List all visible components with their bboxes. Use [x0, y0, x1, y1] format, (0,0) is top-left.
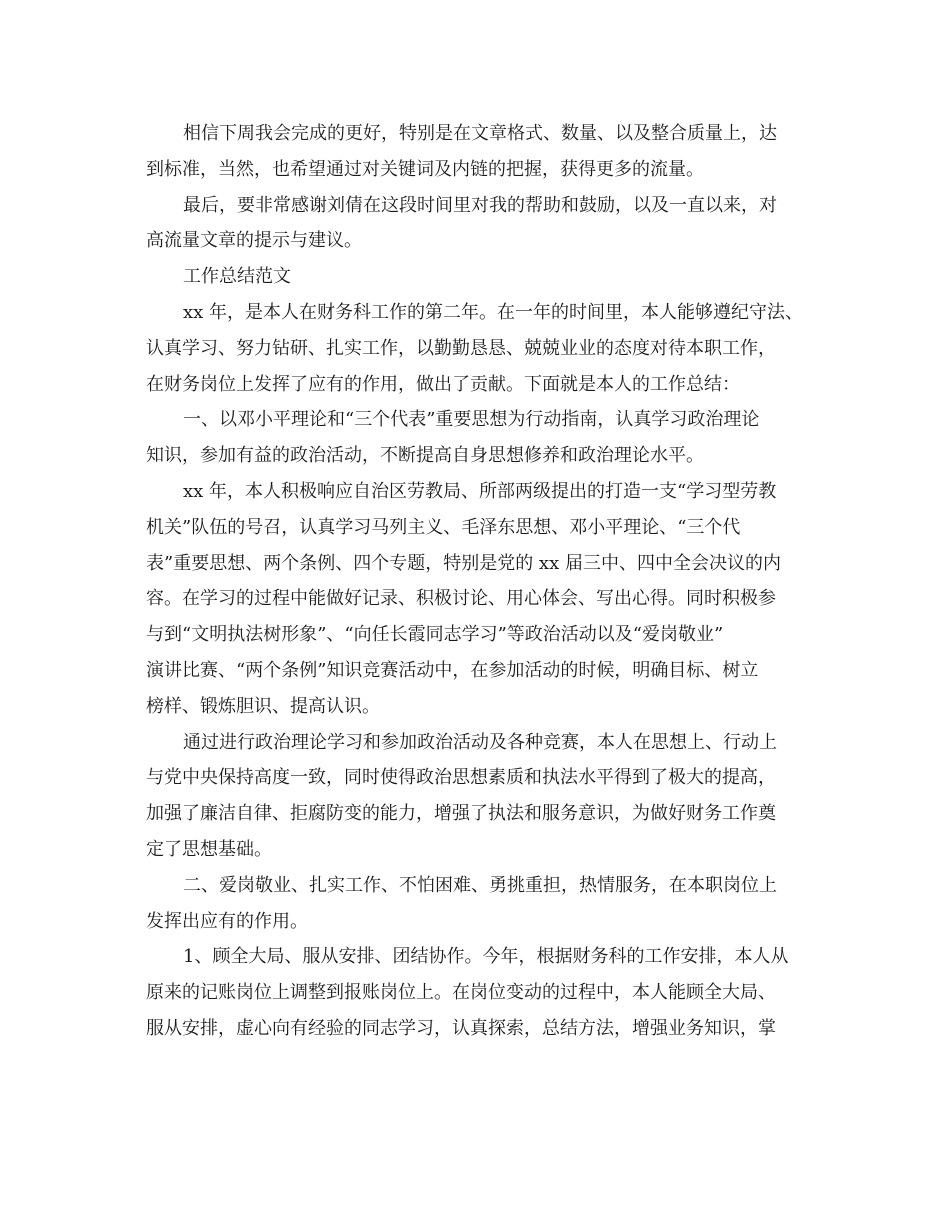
document-line: 相信下周我会完成的更好，特别是在文章格式、数量、以及整合质量上，达	[183, 123, 777, 144]
document-line: 原来的记账岗位上调整到报账岗位上。在岗位变动的过程中，本人能顾全大局、	[146, 982, 776, 1004]
document-line: xx 年，是本人在财务科工作的第二年。在一年的时间里，本人能够遵纪守法、	[183, 301, 804, 323]
document-line: 认真学习、努力钻研、扎实工作，以勤勤恳恳、兢兢业业的态度对待本职工作，	[146, 337, 776, 359]
document-line: 高流量文章的提示与建议。	[146, 230, 362, 252]
document-line: xx 年，本人积极响应自治区劳教局、所部两级提出的打造一支“学习型劳教	[183, 480, 777, 502]
document-line: 定了思想基础。	[146, 838, 272, 860]
document-line: 与到“文明执法树形象”、“向任长霞同志学习”等政治活动以及“爱岗敬业”	[146, 624, 724, 646]
document-body	[146, 116, 811, 1047]
document-line: 与党中央保持高度一致，同时使得政治思想素质和执法水平得到了极大的提高，	[146, 767, 776, 789]
document-line: 发挥出应有的作用。	[146, 910, 308, 932]
document-line: 加强了廉洁自律、拒腐防变的能力，增强了执法和服务意识，为做好财务工作奠	[146, 803, 776, 825]
document-line: 表”重要思想、两个条例、四个专题，特别是党的 xx 届三中、四中全会决议的内	[146, 552, 781, 574]
document-line: 一、以邓小平理论和“三个代表”重要思想为行动指南，认真学习政治理论	[183, 409, 760, 431]
document-line: 榜样、锻炼胆识、提高认识。	[146, 695, 380, 717]
document-line: 工作总结范文	[183, 266, 291, 288]
document-line: 演讲比赛、“两个条例”知识竞赛活动中，在参加活动的时候，明确目标、树立	[146, 659, 759, 681]
document-line: 最后，要非常感谢刘倩在这段时间里对我的帮助和鼓励，以及一直以来，对	[183, 194, 777, 216]
document-line: 通过进行政治理论学习和参加政治活动及各种竞赛，本人在思想上、行动上	[183, 731, 777, 753]
document-line: 1、顾全大局、服从安排、团结协作。今年，根据财务科的工作安排，本人从	[183, 946, 789, 968]
document-line: 服从安排，虚心向有经验的同志学习，认真探索，总结方法，增强业务知识，掌	[146, 1017, 776, 1039]
document-line: 在财务岗位上发挥了应有的作用，做出了贡献。下面就是本人的工作总结：	[146, 373, 740, 395]
document-line: 容。在学习的过程中能做好记录、积极讨论、用心体会、写出心得。同时积极参	[146, 588, 776, 610]
document-line: 知识，参加有益的政治活动，不断提高自身思想修养和政治理论水平。	[146, 445, 704, 467]
document-line: 二、爱岗敬业、扎实工作、不怕困难、勇挑重担，热情服务，在本职岗位上	[183, 874, 777, 896]
document-line: 机关”队伍的号召，认真学习马列主义、毛泽东思想、邓小平理论、“三个代	[146, 516, 741, 538]
document-line: 到标准，当然，也希望通过对关键词及内链的把握，获得更多的流量。	[146, 158, 704, 180]
